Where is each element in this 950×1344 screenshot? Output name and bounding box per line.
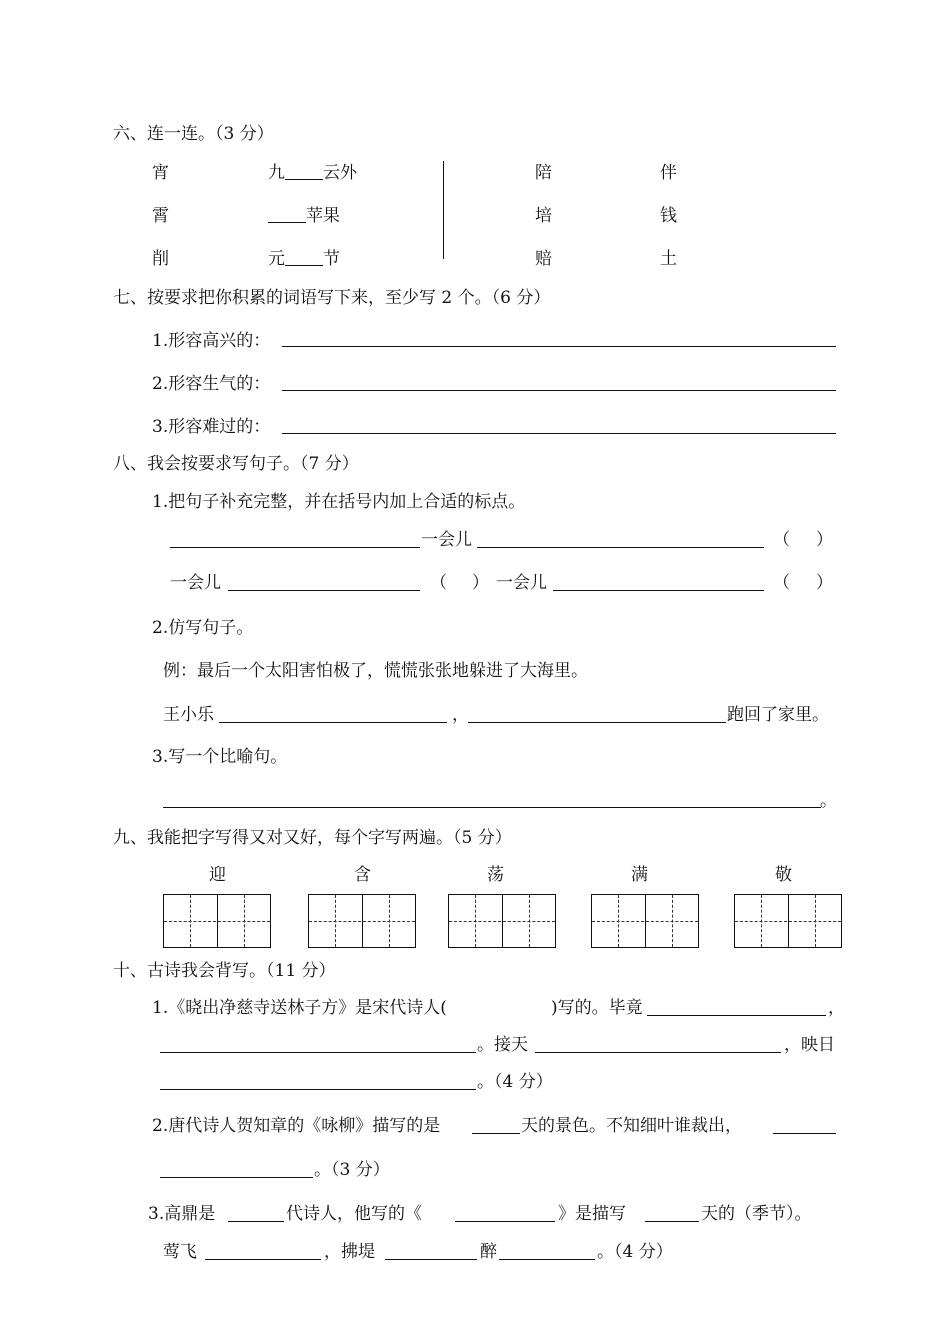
yihuier-3: 一会儿 <box>496 573 547 593</box>
match-item-left-3: 削 <box>152 249 169 269</box>
paren-open-3: （ <box>773 573 790 593</box>
yihuier-2: 一会儿 <box>170 573 221 593</box>
phrase-blank[interactable] <box>268 206 306 223</box>
poem-q3-end-line: 天的（季节）。 <box>701 1204 812 1224</box>
poem-q3-blank-2[interactable] <box>385 1259 477 1260</box>
paren-close-2: ） <box>472 573 489 593</box>
char-label-man: 满 <box>631 865 648 885</box>
vocab-label-1: 1.形容高兴的： <box>152 331 271 351</box>
poem-q2-score: 。（3 分） <box>314 1160 390 1180</box>
match-item-left-1: 宵 <box>152 163 169 183</box>
section-6-heading: 六、连一连。（3 分） <box>113 124 274 144</box>
poem-q1-jietian: 。接天 <box>477 1035 528 1055</box>
writing-grid-man[interactable] <box>591 894 699 948</box>
poem-q1-score: 。（4 分） <box>477 1072 553 1092</box>
char-label-jing: 敬 <box>775 865 792 885</box>
writing-grid-dang[interactable] <box>448 894 556 948</box>
poem-q1-blank-1[interactable] <box>647 1015 826 1016</box>
poem-q2-mid: 天的景色。不知细叶谁裁出， <box>521 1116 742 1136</box>
paren-close-1: ） <box>816 530 833 550</box>
question-8-3: 3.写一个比喻句。 <box>152 747 288 767</box>
paren-open-1: （ <box>773 530 790 550</box>
poem-q1-blank-2[interactable] <box>160 1052 476 1053</box>
poem-q1-blank-4[interactable] <box>160 1089 476 1090</box>
question-8-2: 2.仿写句子。 <box>152 618 254 638</box>
char-label-han: 含 <box>354 865 371 885</box>
poem-q3-zui: 醉 <box>480 1242 497 1262</box>
poem-q2-blank-season[interactable] <box>472 1133 520 1134</box>
phrase-prefix: 九 <box>268 163 285 183</box>
phrase-blank[interactable] <box>285 163 323 180</box>
match-word-2: 钱 <box>660 206 677 226</box>
poem-q2-blank-2[interactable] <box>160 1177 313 1178</box>
vocab-label-3: 3.形容难过的： <box>152 417 271 437</box>
poem-q1-yingri: ，映日 <box>784 1035 835 1055</box>
writing-grid-han[interactable] <box>308 894 416 948</box>
imitate-blank-2[interactable] <box>468 722 726 723</box>
poem-q1-intro: 1.《晓出净慈寺送林子方》是宋代诗人( <box>152 998 447 1018</box>
phrase-suffix: 苹果 <box>306 206 340 226</box>
writing-grid-jing[interactable] <box>734 894 842 948</box>
metaphor-answer-line[interactable] <box>163 807 821 808</box>
metaphor-period: 。 <box>820 791 837 811</box>
poem-q2-blank-1[interactable] <box>773 1133 836 1134</box>
match-phrase-1 <box>268 163 357 183</box>
yihuier-1: 一会儿 <box>421 530 472 550</box>
imitate-comma: ， <box>452 705 469 725</box>
char-label-ying: 迎 <box>209 865 226 885</box>
phrase-suffix: 节 <box>323 249 340 269</box>
poem-q3-blank-3[interactable] <box>499 1259 595 1260</box>
poem-q3-mid-2: 》是描写 <box>558 1204 626 1224</box>
match-phrase-2 <box>268 206 340 226</box>
poem-q3-blank-dynasty[interactable] <box>228 1221 284 1222</box>
poem-q2-intro: 2.唐代诗人贺知章的《咏柳》描写的是 <box>152 1116 441 1136</box>
phrase-blank[interactable] <box>285 249 323 266</box>
imitate-blank-1[interactable] <box>219 722 447 723</box>
char-label-dang: 荡 <box>487 865 504 885</box>
match-item-left-2: 霄 <box>152 206 169 226</box>
poem-q3-intro: 3.高鼎是 <box>148 1204 216 1224</box>
match-item-right-3: 赔 <box>535 249 552 269</box>
sentence-blank-1[interactable] <box>170 547 420 548</box>
phrase-suffix: 云外 <box>323 163 357 183</box>
poem-q1-blank-3[interactable] <box>535 1052 781 1053</box>
paren-close-3: ） <box>816 573 833 593</box>
vocab-answer-line-3[interactable] <box>282 433 836 434</box>
match-item-right-1: 陪 <box>535 163 552 183</box>
section-9-heading: 九、我能把字写得又对又好，每个字写两遍。（5 分） <box>113 828 512 848</box>
sentence-blank-3[interactable] <box>228 590 420 591</box>
vocab-answer-line-1[interactable] <box>282 346 836 347</box>
vocab-label-2: 2.形容生气的： <box>152 374 271 394</box>
wang-xiaole: 王小乐 <box>163 705 214 725</box>
phrase-prefix: 元 <box>268 249 285 269</box>
poem-q1-comma: ， <box>828 998 845 1018</box>
poem-q1-mid: )写的。毕竟 <box>551 998 643 1018</box>
match-phrase-3 <box>268 249 340 269</box>
paren-open-2: （ <box>430 573 447 593</box>
section-7-heading: 七、按要求把你积累的词语写下来，至少写 2 个。（6 分） <box>113 288 551 308</box>
question-8-1: 1.把句子补充完整，并在括号内加上合适的标点。 <box>152 492 526 512</box>
imitate-ending: 跑回了家里。 <box>727 705 829 725</box>
writing-grid-ying[interactable] <box>163 894 271 948</box>
match-word-1: 伴 <box>660 163 677 183</box>
match-word-3: 土 <box>660 249 677 269</box>
column-divider <box>443 161 444 259</box>
poem-q3-blank-title[interactable] <box>455 1221 555 1222</box>
section-10-heading: 十、古诗我会背写。（11 分） <box>113 961 336 981</box>
poem-q3-yingfei: 莺飞 <box>163 1242 197 1262</box>
sentence-blank-2[interactable] <box>477 547 764 548</box>
poem-q3-blank-season[interactable] <box>645 1221 699 1222</box>
match-item-right-2: 培 <box>535 206 552 226</box>
section-8-heading: 八、我会按要求写句子。（7 分） <box>113 454 359 474</box>
poem-q3-score: 。（4 分） <box>597 1242 673 1262</box>
vocab-answer-line-2[interactable] <box>282 390 836 391</box>
poem-q3-mid-1: 代诗人，他写的《 <box>286 1204 422 1224</box>
example-sentence: 例：最后一个太阳害怕极了，慌慌张张地躲进了大海里。 <box>163 661 588 681</box>
poem-q3-fudi: ，拂堤 <box>324 1242 375 1262</box>
poem-q3-blank-1[interactable] <box>205 1259 321 1260</box>
sentence-blank-4[interactable] <box>553 590 764 591</box>
